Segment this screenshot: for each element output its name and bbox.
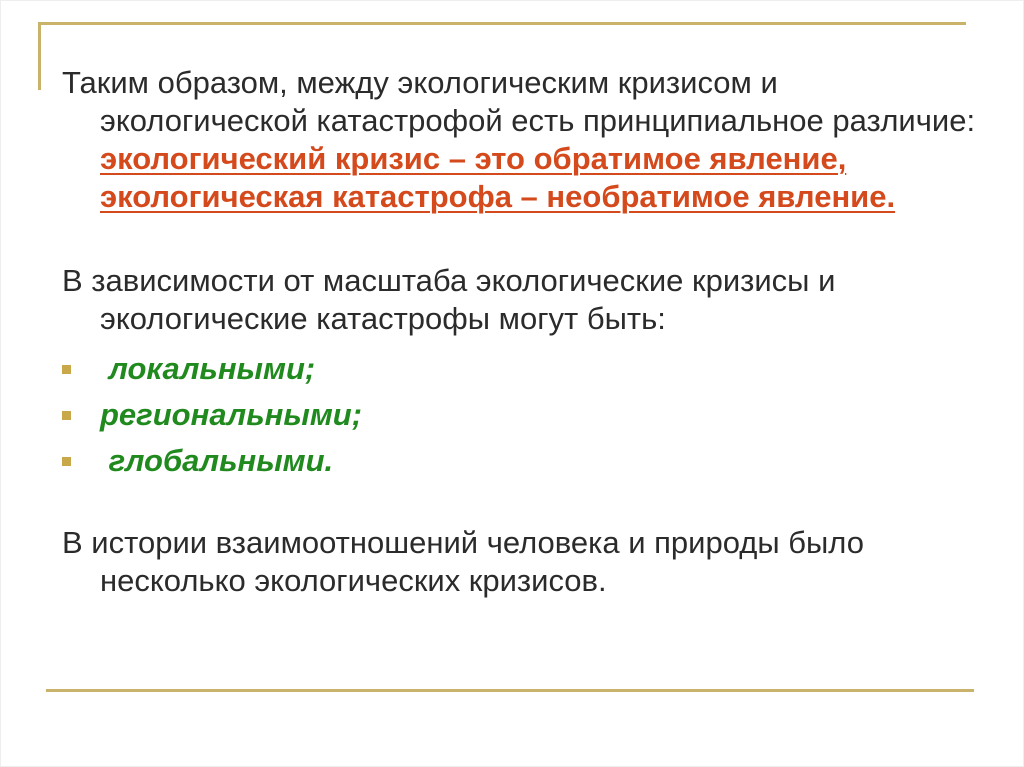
paragraph1-lead: Таким образом, между экологическим кризисом и экологической катастрофой есть принципиальное различие: [62, 65, 976, 138]
square-bullet-icon [62, 457, 71, 466]
list-item-regional [62, 392, 982, 438]
list-item-global [62, 438, 982, 484]
paragraph-history: В истории взаимоотношений человека и природы было несколько экологических кризисов. [62, 525, 864, 598]
list-item-label: локальными; [100, 351, 316, 386]
square-bullet-icon [62, 411, 71, 420]
list-item-label: глобальными. [100, 443, 334, 478]
slide-body [62, 64, 982, 600]
left-decorative-rule [38, 22, 41, 90]
list-item-local [62, 346, 982, 392]
paragraph1-emphasis: экологический кризис – это обратимое явление, экологическая катастрофа – необратимое явление. [100, 141, 896, 214]
bottom-decorative-rule [46, 689, 974, 692]
paragraph-crisis-vs-catastrophe [62, 64, 982, 216]
paragraph-scale-intro: В зависимости от масштаба экологические кризисы и экологические катастрофы могут быть: [62, 263, 836, 336]
list-item-label: региональными; [100, 397, 363, 432]
scale-list [62, 346, 982, 484]
square-bullet-icon [62, 365, 71, 374]
top-decorative-rule [38, 22, 966, 25]
